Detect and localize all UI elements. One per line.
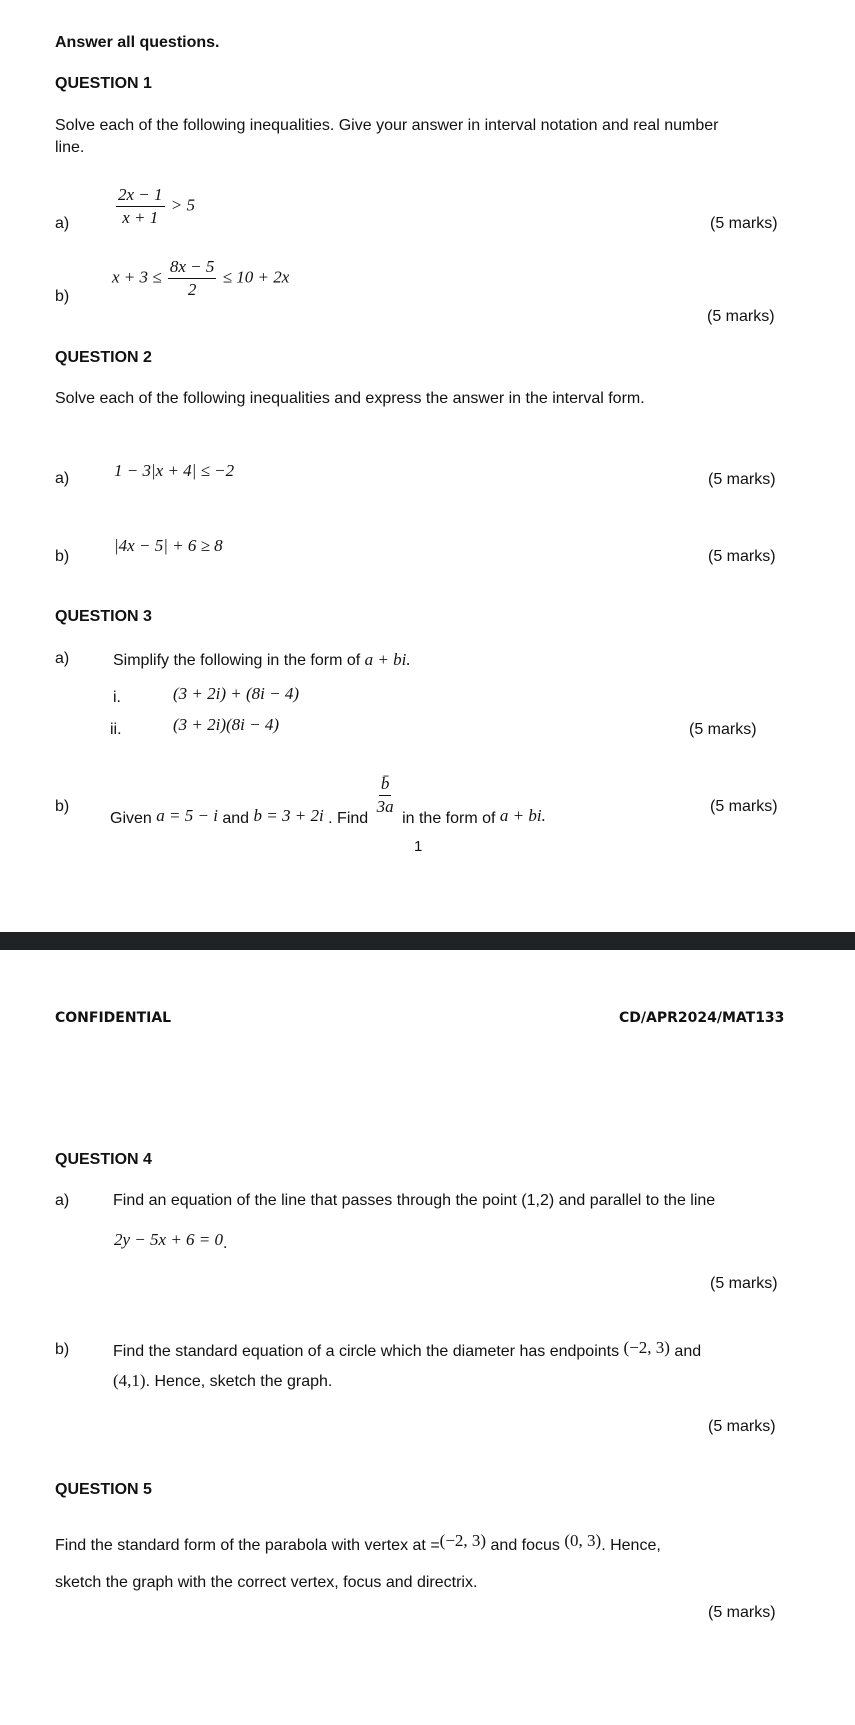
question-1b-numerator: 8x − 5 [168,258,217,279]
question-1b-label: b) [55,288,70,305]
question-5-marks: (5 marks) [708,1604,776,1621]
question-2b-expression: |4x − 5| + 6 ≥ 8 [114,536,223,555]
question-1b-fraction [168,258,217,299]
question-3b-fraction [375,775,396,816]
question-4a-equation: 2y − 5x + 6 = 0 [114,1230,224,1249]
question-1a-label: a) [55,215,70,232]
page-number: 1 [414,838,423,855]
question-3b-label: b) [55,798,70,815]
question-3-title: QUESTION 3 [55,608,152,625]
question-1b-marks: (5 marks) [707,308,775,325]
question-3b-find: . Find [328,809,369,827]
question-2a-label: a) [55,470,70,487]
question-5-focus: (0, 3) [564,1531,602,1550]
question-4b-text-2: . Hence, sketch the graph. [145,1373,333,1390]
question-3a-i-label: i. [113,689,121,706]
question-3b-given: Given [110,809,152,827]
question-3a-marks: (5 marks) [689,721,757,738]
instruction-heading: Answer all questions. [55,34,220,51]
question-4b-text-line [113,1338,702,1361]
question-4b-marks: (5 marks) [708,1418,776,1435]
question-3b-text-line [110,765,546,827]
question-3a-ii-label: ii. [110,721,122,738]
question-4b-label: b) [55,1341,70,1358]
question-2b-label: b) [55,548,70,565]
question-3a-text: Simplify the following in the form of [113,652,361,669]
question-1a-denominator: x + 1 [122,208,159,227]
confidential-label: CONFIDENTIAL [55,1010,172,1026]
question-1a-expression [114,186,195,227]
question-5-text-line [55,1531,661,1555]
question-4a-text: Find an equation of the line that passes through the point (1,2) and parallel to the line [113,1192,716,1209]
page-divider [0,932,855,950]
question-5-text-1-end: . Hence, [601,1537,661,1554]
question-3b-numerator: b̄ [379,775,392,796]
question-3a-label: a) [55,650,70,667]
question-3a-form: a + bi. [364,650,411,669]
question-1b-lhs: x + 3 ≤ [112,267,162,287]
question-5-title: QUESTION 5 [55,1481,152,1498]
question-1a-numerator: 2x − 1 [116,186,165,207]
question-3b-form: a + bi. [499,805,546,825]
question-2b-marks: (5 marks) [708,548,776,565]
question-3b-inform: in the form of [402,809,496,827]
question-4b-point-1: (−2, 3) [623,1338,670,1357]
question-4b-point-2: (4,1) [113,1371,146,1390]
question-4a-marks: (5 marks) [710,1275,778,1292]
question-2a-expression: 1 − 3|x + 4| ≤ −2 [114,461,235,480]
question-3a-ii-expression: (3 + 2i)(8i − 4) [173,715,280,734]
question-1a-marks: (5 marks) [710,215,778,232]
question-5-vertex: (−2, 3) [439,1531,487,1550]
question-3b-and: and [222,809,250,827]
question-1-title: QUESTION 1 [55,75,152,92]
question-2-title: QUESTION 2 [55,349,152,366]
question-1a-fraction [116,186,165,227]
question-3b-marks: (5 marks) [710,798,778,815]
question-2a-marks: (5 marks) [708,471,776,488]
question-5-text-1: Find the standard form of the parabola with vertex at = [55,1537,440,1554]
question-2-intro: Solve each of the following inequalities and express the answer in the interval form. [55,390,645,407]
question-1-intro-line2: line. [55,139,85,156]
course-code: CD/APR2024/MAT133 [619,1010,785,1026]
question-5-text-2: sketch the graph with the correct vertex, focus and directrix. [55,1574,478,1591]
question-4-title: QUESTION 4 [55,1151,152,1168]
question-3a-text-line [113,650,411,670]
question-3b-denominator: 3a [376,797,394,816]
question-4b-text: Find the standard equation of a circle which the diameter has endpoints [113,1343,620,1360]
question-3b-b-expression: b = 3 + 2i [253,805,324,825]
question-4a-label: a) [55,1192,70,1209]
question-5-and-focus: and focus [490,1537,560,1554]
question-3a-i-expression: (3 + 2i) + (8i − 4) [173,684,300,703]
question-4b-text-line-2 [113,1371,332,1391]
question-4a-equation-end: . [223,1235,228,1252]
question-4a-equation-line [114,1230,227,1250]
question-1b-denominator: 2 [187,280,197,299]
question-1b-rhs: ≤ 10 + 2x [222,267,290,287]
question-1-intro-line1: Solve each of the following inequalities. Give your answer in interval notation and real number [55,117,719,134]
question-1a-rhs: > 5 [170,195,196,215]
question-3b-a-expression: a = 5 − i [156,805,218,825]
question-4b-and: and [674,1343,702,1360]
question-1b-expression [112,258,289,299]
